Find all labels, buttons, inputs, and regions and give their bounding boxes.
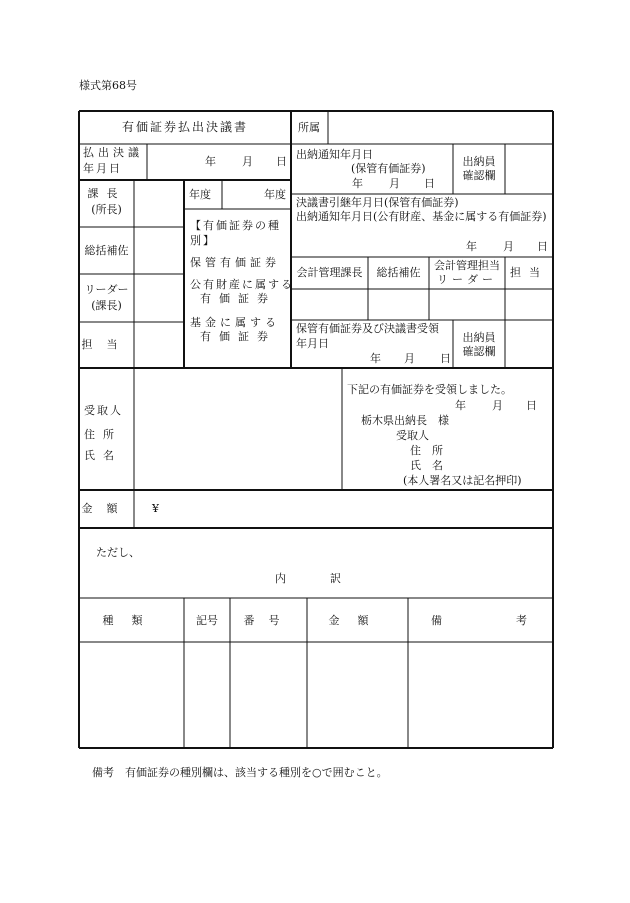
receipt-stmt-year: 年 <box>455 399 466 412</box>
col-mark-header: 記号 <box>196 614 218 627</box>
receipt-address: 住 所 <box>410 444 443 457</box>
acc-mgmt-chief-stamp[interactable] <box>293 291 367 319</box>
sec-type-custody[interactable]: 保管有価証券 <box>190 256 280 269</box>
receipt-recipient: 受取人 <box>396 429 429 442</box>
cell-mark[interactable] <box>186 644 229 747</box>
payout-decision-label: 払出決議 <box>83 146 143 159</box>
in-charge-stamp[interactable] <box>136 324 183 367</box>
sec-type-fund-2: 有価証券 <box>200 330 276 343</box>
amount-label: 金額 <box>81 502 132 515</box>
receipt-cashier-stamp[interactable] <box>507 322 551 367</box>
leader-sub: (課長) <box>91 299 122 312</box>
sec-type-fund[interactable]: 基金に属する <box>190 316 280 329</box>
acc-mgmt-chief-label: 会計管理課長 <box>296 266 363 279</box>
transfer-date-label: 決議書引継年月日(保管有価証券) <box>296 196 459 209</box>
cell-remarks[interactable] <box>410 644 552 747</box>
recipient-address-label: 住所 <box>84 428 122 441</box>
receipt-date-label: 保管有価証券及び決議書受領 <box>296 322 439 335</box>
acc-gen-assist-stamp[interactable] <box>370 291 428 319</box>
cell-type[interactable] <box>81 644 183 747</box>
sec-type-heading: 【有価証券の種別】 <box>190 219 281 247</box>
amount-field[interactable] <box>165 492 551 526</box>
recipient-label: 受取人 <box>84 404 123 417</box>
receipt-day-unit: 日 <box>440 352 451 365</box>
fiscal-year-label: 年度 <box>189 188 211 201</box>
office-label: 所属 <box>298 121 320 134</box>
receipt-sign-note: (本人署名又は記名押印) <box>403 474 522 487</box>
cell-amount[interactable] <box>309 644 407 747</box>
acc-leader-stamp[interactable] <box>431 291 504 319</box>
receipt-year-unit: 年 <box>370 352 381 365</box>
recipient-info-field[interactable] <box>136 370 340 488</box>
receipt-name: 氏 名 <box>410 459 443 472</box>
notice-month-unit: 月 <box>389 177 400 190</box>
acc-gen-assist-label: 総括補佐 <box>376 266 421 279</box>
transfer-date-sub: 出納通知年月日(公有財産、基金に属する有価証券) <box>296 210 547 223</box>
transfer-year-unit: 年 <box>466 240 477 253</box>
receipt-date-sub: 年月日 <box>296 337 329 350</box>
cashier-check-stamp[interactable] <box>507 146 551 193</box>
sec-type-public-property-2: 有価証券 <box>200 292 276 305</box>
transfer-month-unit: 月 <box>503 240 514 253</box>
acc-in-charge-label: 担当 <box>510 266 548 279</box>
acc-leader-label: 会計管理担当 <box>434 259 500 272</box>
leader-label: リーダー <box>84 283 129 296</box>
notice-date-sub: (保管有価証券) <box>351 162 426 175</box>
receipt-month-unit: 月 <box>404 352 415 365</box>
payout-year-unit: 年 <box>205 155 216 168</box>
general-assistant-stamp[interactable] <box>136 229 183 273</box>
fiscal-year-unit: 年度 <box>264 188 286 201</box>
col-amount-header: 金額 <box>328 614 387 627</box>
recipient-name-label: 氏名 <box>84 449 122 462</box>
leader-stamp[interactable] <box>136 276 183 321</box>
payout-day-unit: 日 <box>276 155 287 168</box>
form-title: 有価証券払出決議書 <box>121 120 248 134</box>
receipt-statement: 下記の有価証券を受領しました。 <box>347 383 512 396</box>
payout-month-unit: 月 <box>242 155 253 168</box>
form-number: 様式第68号 <box>79 79 137 92</box>
cashier-check-sub: 確認欄 <box>462 169 496 182</box>
sec-type-public-property[interactable]: 公有財産に属する <box>190 278 294 291</box>
acc-in-charge-stamp[interactable] <box>507 291 552 319</box>
receipt-to: 栃木県出納長 様 <box>361 414 449 427</box>
receipt-cashier-label: 出納員 <box>462 331 496 344</box>
cashier-check-label: 出納員 <box>462 155 496 168</box>
receipt-stmt-month: 月 <box>492 399 503 412</box>
breakdown-label: 内 訳 <box>275 572 341 585</box>
section-chief-label: 課長 <box>87 187 126 200</box>
notice-year-unit: 年 <box>352 177 363 190</box>
notice-day-unit: 日 <box>424 177 435 190</box>
cell-number[interactable] <box>232 644 306 747</box>
yen-sign: ¥ <box>152 502 159 515</box>
general-assistant-label: 総括補佐 <box>84 244 129 257</box>
col-type-header: 種類 <box>102 614 161 627</box>
office-field[interactable] <box>330 113 551 142</box>
section-chief-sub: (所長) <box>91 203 122 216</box>
transfer-day-unit: 日 <box>537 240 548 253</box>
col-remarks-header-2: 考 <box>516 614 527 627</box>
acc-leader-sub: リーダー <box>437 273 497 286</box>
in-charge-label: 担当 <box>81 338 132 351</box>
col-remarks-header: 備 <box>431 614 442 627</box>
proviso-label: ただし、 <box>96 546 140 559</box>
section-chief-stamp[interactable] <box>136 182 183 226</box>
notice-date-label: 出納通知年月日 <box>296 148 373 161</box>
footnote: 備考 有価証券の種別欄は、該当する種別を○で囲むこと。 <box>92 766 388 779</box>
receipt-cashier-sub: 確認欄 <box>462 345 496 358</box>
payout-decision-ymd: 年月日 <box>83 162 122 175</box>
receipt-stmt-day: 日 <box>526 399 537 412</box>
col-number-header: 番号 <box>243 614 294 627</box>
